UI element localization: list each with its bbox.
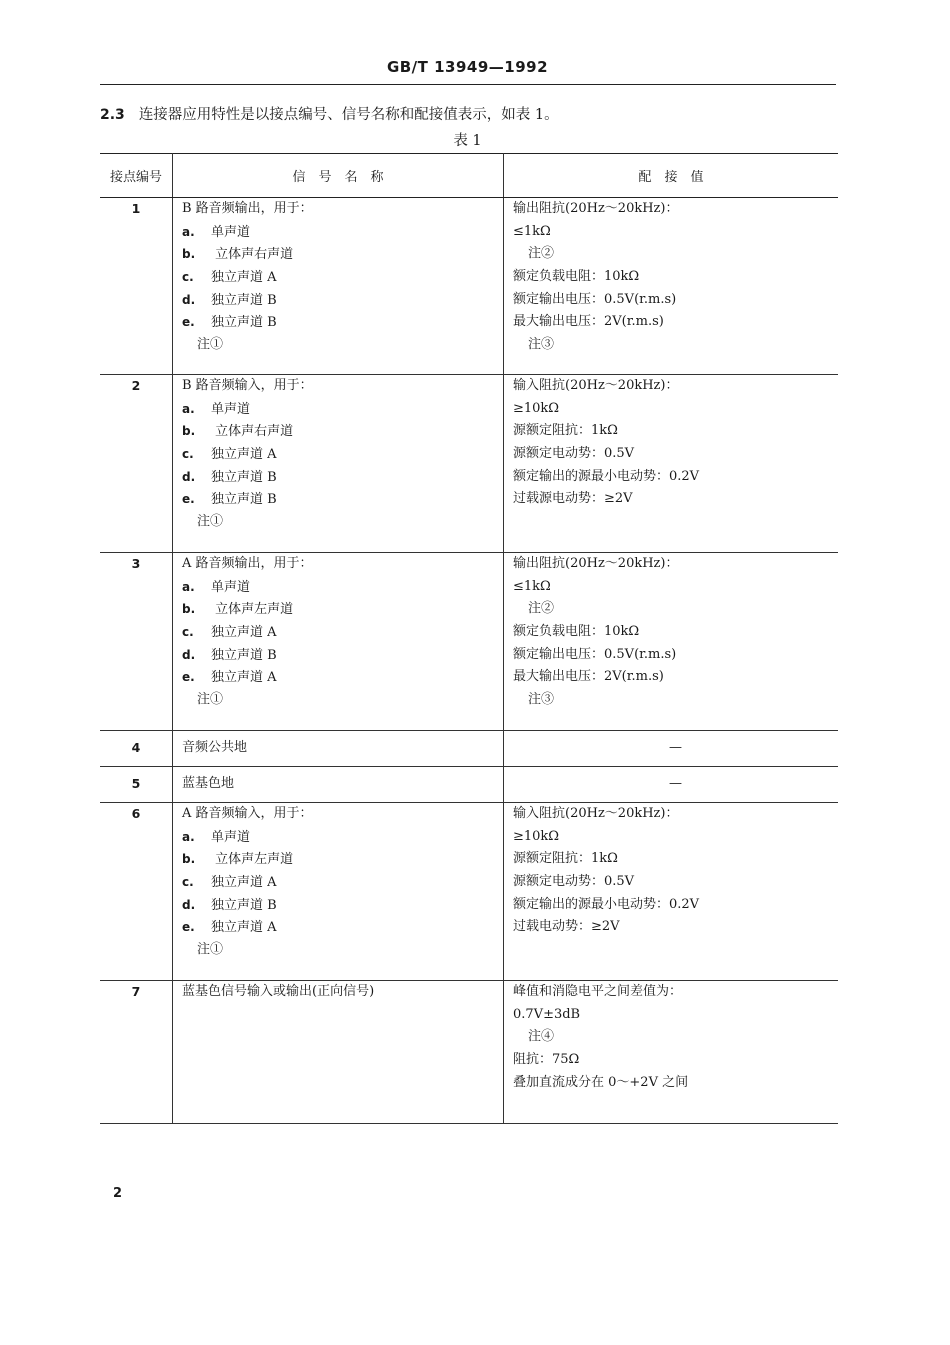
signal-note: 注① [197, 337, 224, 353]
signal-note: 注① [197, 692, 224, 708]
signal-item [173, 871, 503, 894]
cell-signal-name [173, 553, 504, 731]
signal-note: 注① [197, 514, 224, 530]
signal-item-text: 立体声右声道 [211, 247, 294, 263]
contact-no: 1 [131, 201, 141, 216]
signal-item-mark: a. [182, 401, 195, 416]
signal-title: B 路音频输出，用于： [182, 201, 313, 216]
cell-contact-no [100, 981, 173, 1124]
cell-contact-no [100, 803, 173, 981]
value-line: 最大输出电压：2V(r.m.s) [513, 314, 664, 330]
value-line: 额定输出电压：0.5V(r.m.s) [513, 646, 677, 662]
signal-title: A 路音频输出，用于： [182, 556, 313, 571]
signal-item-text: 单声道 [211, 224, 251, 240]
signal-item-text: 单声道 [211, 401, 251, 417]
signal-note: 注① [197, 942, 224, 958]
value-line: 源额定阻抗：1kΩ [513, 423, 618, 439]
contact-no: 5 [131, 776, 141, 792]
cell-contact-no [100, 198, 173, 375]
signal-title: B 路音频输入，用于： [182, 378, 313, 393]
page-number: 2 [113, 1186, 123, 1201]
value-line: 源额定阻抗：1kΩ [513, 851, 618, 867]
signal-item [173, 243, 503, 266]
cell-signal-name [173, 375, 504, 553]
signal-item [173, 848, 503, 871]
col-header-signal-name: 信 号 名 称 [173, 154, 504, 198]
contact-no: 4 [131, 740, 141, 756]
signal-item-mark: b. [182, 602, 196, 617]
signal-item-text: 独立声道 A [211, 625, 277, 641]
value-line: 额定输出的源最小电动势：0.2V [513, 468, 700, 484]
signal-item [173, 666, 503, 689]
signal-item-mark: e. [182, 315, 195, 330]
value-line: 额定负载电阻：10kΩ [513, 624, 640, 640]
signal-item-mark: d. [182, 469, 196, 484]
signal-item-mark: e. [182, 670, 195, 685]
signal-item-mark: c. [182, 447, 194, 462]
cell-value [504, 375, 839, 553]
signal-item [173, 916, 503, 939]
section-number: 2.3 [100, 107, 125, 123]
table-body [100, 198, 838, 1124]
signal-item-text: 单声道 [211, 829, 251, 845]
value-line: 源额定电动势：0.5V [513, 874, 635, 890]
signal-item [173, 894, 503, 917]
cell-value [504, 198, 839, 375]
signal-item-mark: c. [182, 875, 194, 890]
signal-item-text: 单声道 [211, 579, 251, 595]
value-line: 输出阻抗(20Hz～20kHz)： [513, 556, 679, 571]
signal-item [173, 826, 503, 849]
value-line: 峰值和消隐电平之间差值为： [513, 984, 683, 999]
table-header-row [100, 154, 838, 198]
cell-signal-name [173, 981, 504, 1124]
signal-item-mark: d. [182, 897, 196, 912]
signal-item-mark: e. [182, 920, 195, 935]
signal-item-text: 独立声道 B [211, 292, 277, 308]
value-line: 额定输出电压：0.5V(r.m.s) [513, 291, 677, 307]
table-row [100, 731, 838, 767]
signal-item [173, 576, 503, 599]
signal-item-mark: a. [182, 829, 195, 844]
cell-contact-no [100, 731, 173, 767]
cell-contact-no [100, 767, 173, 803]
table-row [100, 553, 838, 731]
signal-item-text: 独立声道 A [211, 875, 277, 891]
cell-signal-name [173, 198, 504, 375]
signal-item-text: 独立声道 A [211, 670, 277, 686]
signal-title: 蓝基色信号输入或输出(正向信号) [182, 984, 375, 999]
contact-no: 6 [131, 806, 141, 821]
section-text: 连接器应用特性是以接点编号、信号名称和配接值表示，如表 1。 [138, 107, 559, 123]
value-dash: — [669, 740, 682, 756]
value-line: 阻抗：75Ω [513, 1052, 580, 1068]
signal-item [173, 644, 503, 667]
signal-item-text: 独立声道 A [211, 920, 277, 936]
contact-no: 3 [131, 556, 141, 571]
section-intro [100, 103, 840, 124]
table-row [100, 981, 838, 1124]
signal-item-text: 独立声道 B [211, 492, 277, 508]
signal-item-mark: d. [182, 292, 196, 307]
signal-item-text: 立体声左声道 [211, 852, 294, 868]
value-line: ≤1kΩ [513, 578, 551, 594]
table-caption: 表 1 [453, 133, 482, 149]
contact-no: 2 [131, 378, 141, 393]
value-line: 过载电动势：≥2V [513, 919, 620, 935]
value-line: 输出阻抗(20Hz～20kHz)： [513, 201, 679, 216]
signal-item-mark: e. [182, 492, 195, 507]
value-line: 叠加直流成分在 0～+2V 之间 [513, 1074, 689, 1090]
cell-signal-name [173, 767, 504, 803]
signal-item-text: 立体声右声道 [211, 424, 294, 440]
value-line: 额定负载电阻：10kΩ [513, 269, 640, 285]
cell-signal-name [173, 803, 504, 981]
signal-item-mark: a. [182, 224, 195, 239]
signal-item [173, 466, 503, 489]
signal-title: 蓝基色地 [182, 776, 235, 792]
signal-item [173, 598, 503, 621]
signal-item-text: 独立声道 B [211, 647, 277, 663]
signal-title: A 路音频输入，用于： [182, 806, 313, 821]
signal-item [173, 621, 503, 644]
signal-item-text: 独立声道 A [211, 270, 277, 286]
value-line: 0.7V±3dB [513, 1006, 581, 1022]
header-rule [100, 84, 836, 85]
cell-contact-no [100, 375, 173, 553]
value-line: ≤1kΩ [513, 223, 551, 239]
signal-item-text: 独立声道 B [211, 315, 277, 331]
cell-contact-no [100, 553, 173, 731]
signal-item-mark: c. [182, 270, 194, 285]
signal-item-text: 独立声道 A [211, 447, 277, 463]
signal-item [173, 289, 503, 312]
value-dash: — [669, 776, 682, 792]
table-row [100, 198, 838, 375]
col-header-contact-no: 接点编号 [100, 154, 173, 198]
signal-item-mark: b. [182, 424, 196, 439]
signal-item [173, 221, 503, 244]
cell-value [504, 767, 839, 803]
contact-no: 7 [131, 984, 141, 999]
value-note: 注④ [528, 1029, 555, 1045]
col-header-value: 配 接 值 [504, 154, 839, 198]
value-note: 注③ [528, 692, 555, 708]
signal-item-mark: b. [182, 247, 196, 262]
cell-value [504, 803, 839, 981]
signal-item [173, 266, 503, 289]
table-row [100, 375, 838, 553]
signal-item [173, 488, 503, 511]
value-line: 额定输出的源最小电动势：0.2V [513, 896, 700, 912]
value-line: 最大输出电压：2V(r.m.s) [513, 669, 664, 685]
value-line: 输入阻抗(20Hz～20kHz)： [513, 378, 679, 393]
signal-item-mark: c. [182, 625, 194, 640]
signal-item [173, 420, 503, 443]
value-note: 注② [528, 246, 555, 262]
signal-item-text: 独立声道 B [211, 897, 277, 913]
document-header: GB/T 13949—1992 [386, 58, 549, 76]
signal-item-mark: b. [182, 852, 196, 867]
signal-title: 音频公共地 [182, 740, 248, 756]
signal-item-mark: d. [182, 647, 196, 662]
signal-item [173, 398, 503, 421]
value-line: ≥10kΩ [513, 400, 560, 416]
value-line: ≥10kΩ [513, 828, 560, 844]
connector-table [100, 153, 838, 1124]
signal-item [173, 311, 503, 334]
cell-value [504, 981, 839, 1124]
signal-item-text: 独立声道 B [211, 469, 277, 485]
value-line: 过载源电动势：≥2V [513, 491, 633, 507]
value-note: 注② [528, 601, 555, 617]
table-row [100, 803, 838, 981]
signal-item-mark: a. [182, 579, 195, 594]
value-line: 输入阻抗(20Hz～20kHz)： [513, 806, 679, 821]
value-line: 源额定电动势：0.5V [513, 446, 635, 462]
signal-item [173, 443, 503, 466]
value-note: 注③ [528, 337, 555, 353]
table-row [100, 767, 838, 803]
signal-item-text: 立体声左声道 [211, 602, 294, 618]
cell-value [504, 553, 839, 731]
cell-value [504, 731, 839, 767]
cell-signal-name [173, 731, 504, 767]
